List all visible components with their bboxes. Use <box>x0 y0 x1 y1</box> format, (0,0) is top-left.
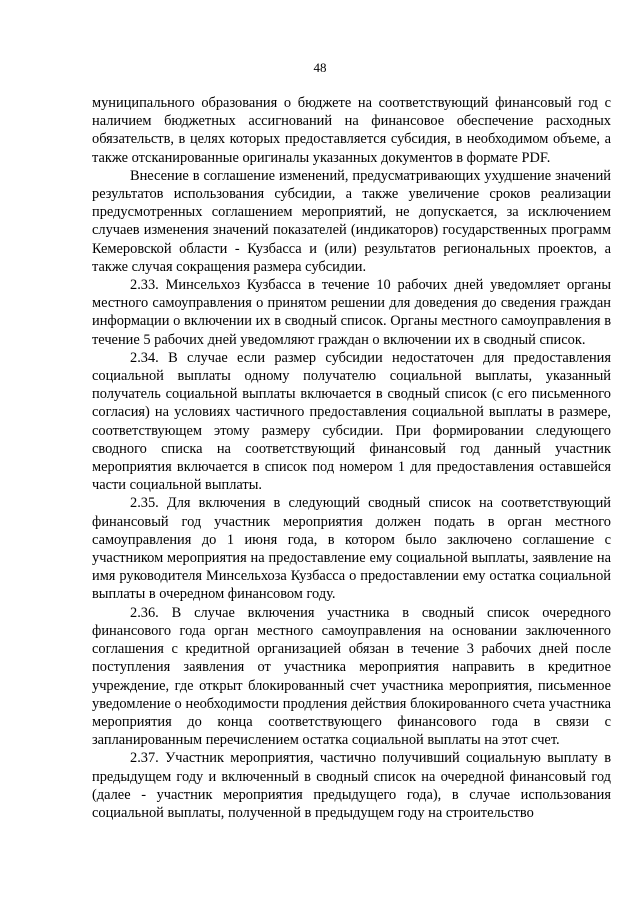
document-body <box>92 94 611 822</box>
paragraph-2-33: 2.33. Минсельхоз Кузбасса в течение 10 рабочих дней уведомляет органы местного самоуправления о принятом решении для доведения до сведения граждан информации о включении их в сводный список. Органы местного самоуправления в течение 5 рабочих дней уведомляют граждан о включении их в сводный список. <box>92 277 611 348</box>
paragraph-continuation: муниципального образования о бюджете на соответствующий финансовый год с наличием бюджетных ассигнований на финансовое обеспечение расходных обязательств, в целях которых предоставляется субсидия, в необходимом объеме, а также отсканированные оригиналы указанных документов в формате PDF. <box>92 95 611 166</box>
paragraph-2-37: 2.37. Участник мероприятия, частично получивший социальную выплату в предыдущем году и включенный в сводный список на очередной финансовый год (далее - участник мероприятия предыдущего года), в случае использования социальной выплаты, полученной в предыдущем году на строительство <box>92 750 611 821</box>
paragraph-2-36: 2.36. В случае включения участника в сводный список очередного финансового года орган местного самоуправления на основании заключенного соглашения с кредитной организацией обязан в течение 3 рабочих дней после поступления заявления от участника мероприятия направить в кредитное учреждение, где открыт блокированный счет участника мероприятия, письменное уведомление о необходимости продления действия блокированного счета участника мероприятия до конца соответствующего финансового года в связи с запланированным перечислением остатка социальной выплаты на этот счет. <box>92 604 611 749</box>
page-number: 48 <box>313 60 327 75</box>
paragraph-2-35: 2.35. Для включения в следующий сводный список на соответствующий финансовый год участник мероприятия должен подать в орган местного самоуправления до 1 июня года, в котором было заключено соглашение с участником мероприятия на предоставление ему социальной выплаты, заявление на имя руководителя Минсельхоза Кузбасса о предоставлении ему остатка социальной выплаты в очередном финансовом году. <box>92 495 611 603</box>
paragraph-2-34: 2.34. В случае если размер субсидии недостаточен для предоставления социальной выплаты одному получателю социальной выплаты, указанный получатель социальной выплаты включается в сводный список (с его письменного согласия) на условиях частичного предоставления социальной выплаты в размере, соответствующем этому размеру субсидии. При формировании следующего сводного списка на соответствующий финансовый год данный участник мероприятия включается в список под номером 1 для предоставления оставшейся части социальной выплаты. <box>92 349 611 494</box>
paragraph-agreement-changes: Внесение в соглашение изменений, предусматривающих ухудшение значений результатов использования субсидии, а также увеличение сроков реализации предусмотренных соглашением мероприятий, не допускается, за исключением случаев изменения значений показателей (индикаторов) государственных программ Кемеровской области - Кузбасса и (или) результатов региональных проектов, а также случая сокращения размера субсидии. <box>92 167 611 275</box>
